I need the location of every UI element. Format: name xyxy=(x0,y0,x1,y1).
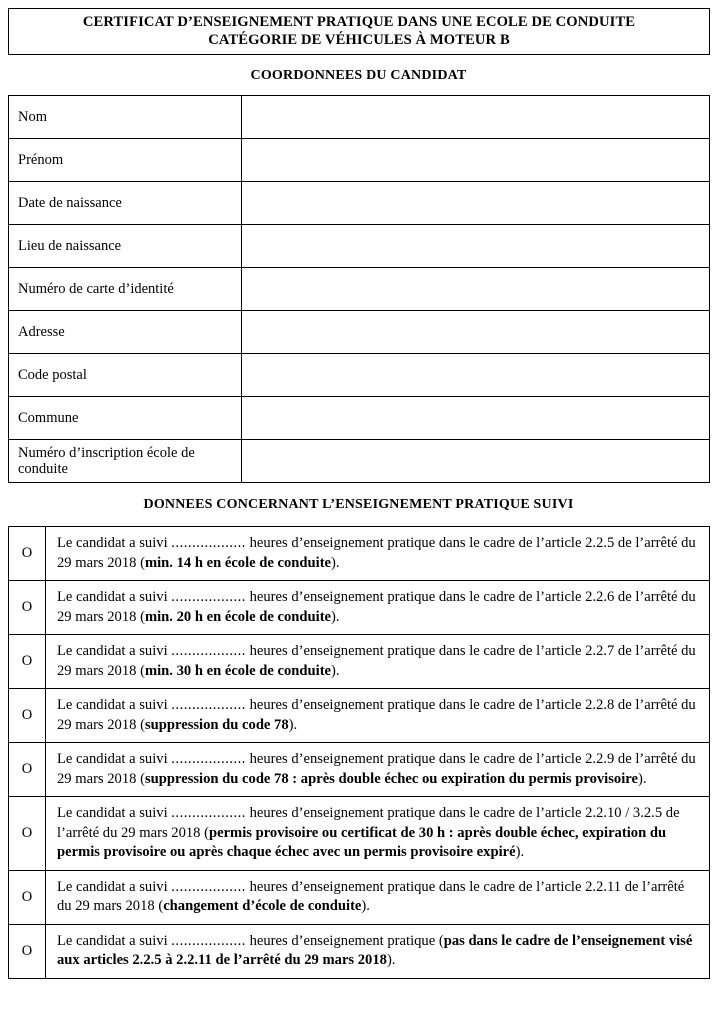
statement-mid: heures d’enseignement pratique dans le cadre de l’article 2.2.8 de l’arrêté du 29 mars 2018 ( xyxy=(57,697,696,733)
statement-tail: ). xyxy=(331,554,340,571)
statement-bold: pas dans le cadre de l’enseignement visé aux articles 2.2.5 à 2.2.11 de l’arrêté du 29 mars 2018 xyxy=(57,932,693,968)
table-row xyxy=(9,924,710,978)
table-row xyxy=(9,743,710,797)
table-row xyxy=(9,139,710,182)
statement-body xyxy=(57,879,684,915)
statement-text-5 xyxy=(46,743,710,797)
document-title-line-2: CATÉGORIE DE VÉHICULES À MOTEUR B xyxy=(208,32,510,48)
checkbox-marker-1[interactable]: O xyxy=(9,527,46,581)
checkbox-marker-5[interactable]: O xyxy=(9,743,46,797)
statement-body xyxy=(57,805,680,860)
statement-lead: Le candidat a suivi xyxy=(57,697,172,713)
statement-lead: Le candidat a suivi xyxy=(57,932,172,949)
document-title-line-1: CERTIFICAT D’ENSEIGNEMENT PRATIQUE DANS UNE ECOLE DE CONDUITE xyxy=(82,14,636,30)
table-row xyxy=(9,268,710,311)
table-row xyxy=(9,96,710,139)
statement-lead: Le candidat a suivi xyxy=(57,643,172,659)
table-row xyxy=(9,689,710,743)
statement-lead: Le candidat a suivi xyxy=(57,878,172,895)
statement-bold: permis provisoire ou certificat de 30 h : après double échec, expiration du permis provisoire ou après chaque échec avec un permis provisoire expiré xyxy=(57,824,667,860)
statement-mid: heures d’enseignement pratique dans le cadre de l’article 2.2.7 de l’arrêté du 29 mars 2018 ( xyxy=(57,643,696,679)
table-row xyxy=(9,581,710,635)
training-statements-body xyxy=(9,527,710,979)
field-label-numero-inscription-ecole: Numéro d’inscription école de conduite xyxy=(9,440,242,483)
field-label-date-de-naissance: Date de naissance xyxy=(9,182,242,225)
field-value-code-postal[interactable] xyxy=(242,354,710,397)
statement-text-8 xyxy=(46,924,710,978)
table-row xyxy=(9,311,710,354)
statement-text-7 xyxy=(46,870,710,924)
statement-body xyxy=(57,589,696,625)
training-section-heading: DONNEES CONCERNANT L’ENSEIGNEMENT PRATIQUE SUIVI xyxy=(143,497,574,512)
table-row xyxy=(9,797,710,871)
statement-mid: heures d’enseignement pratique dans le cadre de l’article 2.2.10 / 3.2.5 de l’arrêté du 29 mars 2018 ( xyxy=(57,805,680,841)
statement-text-1 xyxy=(46,527,710,581)
document-title-box xyxy=(8,8,710,55)
statement-mid: heures d’enseignement pratique dans le cadre de l’article 2.2.11 de l’arrêté du 29 mars 2018 ( xyxy=(57,878,685,914)
table-row xyxy=(9,225,710,268)
statement-bold: min. 30 h en école de conduite xyxy=(144,662,332,679)
statement-text-2 xyxy=(46,581,710,635)
table-row xyxy=(9,527,710,581)
statement-body xyxy=(57,643,696,679)
statement-lead: Le candidat a suivi xyxy=(57,535,172,551)
candidate-coordinates-table xyxy=(8,95,710,483)
table-row xyxy=(9,182,710,225)
statement-tail: ). xyxy=(361,898,370,914)
statement-text-4 xyxy=(46,689,710,743)
statement-tail: ). xyxy=(637,770,647,787)
table-row xyxy=(9,870,710,924)
table-row xyxy=(9,635,710,689)
field-label-code-postal: Code postal xyxy=(9,354,242,397)
statement-mid: heures d’enseignement pratique dans le cadre de l’article 2.2.9 de l’arrêté du 29 mars 2018 ( xyxy=(57,751,696,787)
statement-mid: heures d’enseignement pratique dans le cadre de l’article 2.2.5 de l’arrêté du 29 mars 2018 ( xyxy=(57,535,696,571)
statement-tail: ). xyxy=(515,844,525,860)
field-label-nom: Nom xyxy=(9,96,242,139)
fill-in-leader[interactable]: .................. xyxy=(171,643,246,659)
statement-bold: min. 20 h en école de conduite xyxy=(144,608,332,625)
field-value-numero-inscription-ecole[interactable] xyxy=(242,440,710,483)
statement-bold: suppression du code 78 xyxy=(144,716,289,733)
field-value-date-de-naissance[interactable] xyxy=(242,182,710,225)
checkbox-marker-8[interactable]: O xyxy=(9,924,46,978)
statement-bold: changement d’école de conduite xyxy=(163,898,362,914)
field-label-commune: Commune xyxy=(9,397,242,440)
fill-in-leader[interactable]: .................. xyxy=(171,805,246,821)
field-value-numero-carte-identite[interactable] xyxy=(242,268,710,311)
statement-lead: Le candidat a suivi xyxy=(57,805,172,821)
statement-mid: heures d’enseignement pratique ( xyxy=(245,932,444,949)
checkbox-marker-6[interactable]: O xyxy=(9,797,46,871)
field-value-prenom[interactable] xyxy=(242,139,710,182)
fill-in-leader[interactable]: .................. xyxy=(171,751,246,767)
statement-tail: ). xyxy=(331,662,340,679)
statement-body xyxy=(57,535,696,571)
statement-text-3 xyxy=(46,635,710,689)
checkbox-marker-4[interactable]: O xyxy=(9,689,46,743)
fill-in-leader[interactable]: .................. xyxy=(171,878,246,895)
fill-in-leader[interactable]: .................. xyxy=(171,535,246,551)
statement-bold: suppression du code 78 : après double échec ou expiration du permis provisoire xyxy=(144,770,638,787)
checkbox-marker-3[interactable]: O xyxy=(9,635,46,689)
fill-in-leader[interactable]: .................. xyxy=(171,932,246,949)
statement-lead: Le candidat a suivi xyxy=(57,589,172,605)
candidate-coordinates-body xyxy=(9,96,710,483)
field-value-nom[interactable] xyxy=(242,96,710,139)
statement-mid: heures d’enseignement pratique dans le cadre de l’article 2.2.6 de l’arrêté du 29 mars 2018 ( xyxy=(57,589,696,625)
statement-tail: ). xyxy=(288,716,298,733)
field-label-lieu-de-naissance: Lieu de naissance xyxy=(9,225,242,268)
field-label-numero-carte-identite: Numéro de carte d’identité xyxy=(9,268,242,311)
statement-tail: ). xyxy=(331,608,340,625)
statement-tail: ). xyxy=(386,952,396,968)
fill-in-leader[interactable]: .................. xyxy=(171,697,246,713)
table-row xyxy=(9,397,710,440)
checkbox-marker-2[interactable]: O xyxy=(9,581,46,635)
candidate-section-heading: COORDONNEES DU CANDIDAT xyxy=(250,68,467,83)
fill-in-leader[interactable]: .................. xyxy=(171,589,246,605)
field-label-adresse: Adresse xyxy=(9,311,242,354)
field-value-lieu-de-naissance[interactable] xyxy=(242,225,710,268)
statement-lead: Le candidat a suivi xyxy=(57,751,172,767)
statement-body xyxy=(57,751,696,787)
checkbox-marker-7[interactable]: O xyxy=(9,870,46,924)
statement-text-6 xyxy=(46,797,710,871)
field-label-prenom: Prénom xyxy=(9,139,242,182)
statement-body xyxy=(57,933,692,969)
table-row xyxy=(9,354,710,397)
field-value-commune[interactable] xyxy=(242,397,710,440)
training-statements-table xyxy=(8,526,710,979)
statement-body xyxy=(57,697,696,733)
table-row xyxy=(9,440,710,483)
statement-bold: min. 14 h en école de conduite xyxy=(144,554,332,571)
field-value-adresse[interactable] xyxy=(242,311,710,354)
